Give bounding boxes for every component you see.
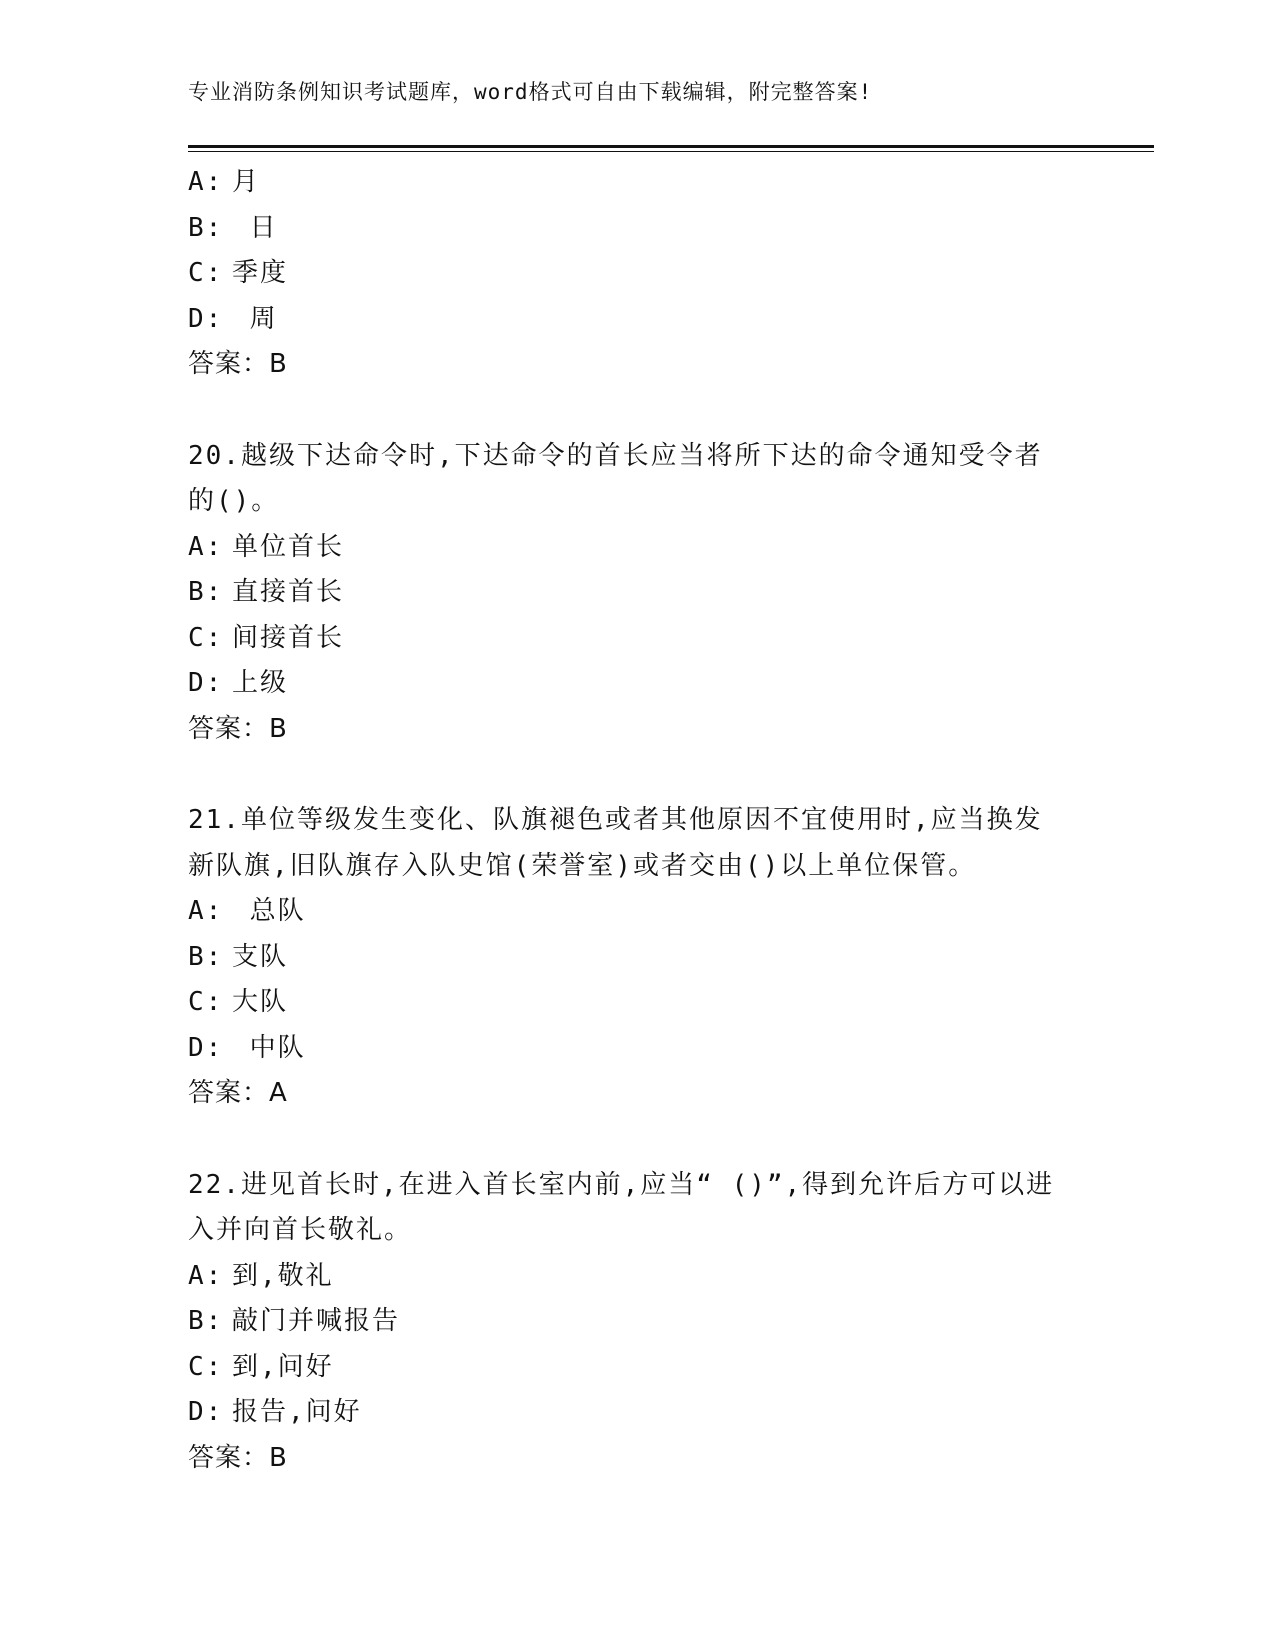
option-b (188, 935, 1088, 981)
option-b (188, 206, 1088, 252)
spacer (188, 752, 1088, 798)
option-letter: A: (188, 896, 224, 926)
option-letter: D: (188, 1032, 224, 1063)
question-text-line-1: 20.越级下达命令时,下达命令的首长应当将所下达的命令通知受令者 (188, 440, 1043, 471)
option-text: 周 (232, 303, 278, 334)
option-letter: C: (188, 258, 224, 288)
option-letter: C: (188, 622, 224, 653)
option-a (188, 160, 1088, 206)
option-letter: A: (188, 1260, 224, 1291)
option-a (188, 889, 1088, 935)
question-22 (188, 1163, 1088, 1482)
option-c (188, 980, 1088, 1026)
option-text: 上级 (232, 668, 289, 698)
spacer (188, 388, 1088, 434)
option-letter: D: (188, 1397, 224, 1427)
option-c (188, 251, 1088, 297)
question-text-line-2: 新队旗,旧队旗存入队史馆(荣誉室)或者交由()以上单位保管。 (188, 850, 977, 881)
question-19 (188, 160, 1088, 388)
page-header: 专业消防条例知识考试题库，word格式可自由下载编辑，附完整答案! (188, 80, 873, 104)
header-rule-thin (188, 151, 1154, 152)
header-rule-thick (188, 145, 1154, 148)
option-text: 直接首长 (232, 577, 345, 607)
option-text: 单位首长 (232, 531, 345, 562)
option-c (188, 616, 1088, 662)
option-a (188, 525, 1088, 571)
option-letter: B: (188, 1306, 224, 1336)
answer-line: 答案：A (188, 1078, 288, 1108)
option-letter: A: (188, 167, 224, 197)
question-text-line-2: 的()。 (188, 486, 280, 516)
option-c (188, 1345, 1088, 1391)
option-letter: D: (188, 303, 224, 334)
option-letter: B: (188, 941, 224, 972)
option-letter: D: (188, 668, 224, 698)
question-text-line-1: 22.进见首长时,在进入首长室内前,应当“ ()”,得到允许后方可以进 (188, 1169, 1055, 1200)
option-text: 大队 (232, 987, 289, 1017)
option-text: 间接首长 (232, 622, 345, 653)
option-text: 月 (232, 167, 261, 197)
option-text: 支队 (232, 941, 289, 972)
question-21 (188, 798, 1088, 1117)
option-d (188, 1026, 1088, 1072)
option-text: 季度 (232, 258, 289, 288)
option-b (188, 570, 1088, 616)
option-text: 敲门并喊报告 (232, 1306, 401, 1336)
answer-line: 答案：B (188, 1442, 288, 1473)
option-a (188, 1254, 1088, 1300)
option-d (188, 297, 1088, 343)
option-text: 日 (232, 212, 278, 243)
answer-line: 答案：B (188, 713, 288, 744)
option-text: 到,问好 (232, 1351, 334, 1382)
option-d (188, 661, 1088, 707)
question-text-line-2: 入并向首长敬礼。 (188, 1215, 413, 1245)
option-text: 总队 (232, 896, 306, 926)
question-content (188, 160, 1088, 1481)
option-letter: A: (188, 531, 224, 562)
question-text-line-1: 21.单位等级发生变化、队旗褪色或者其他原因不宜使用时,应当换发 (188, 805, 1043, 835)
answer-line: 答案：B (188, 349, 288, 379)
question-20 (188, 434, 1088, 753)
option-text: 到,敬礼 (232, 1260, 334, 1291)
option-b (188, 1299, 1088, 1345)
option-letter: B: (188, 577, 224, 607)
option-text: 中队 (232, 1032, 306, 1063)
option-d (188, 1390, 1088, 1436)
option-letter: B: (188, 212, 224, 243)
option-letter: C: (188, 1351, 224, 1382)
option-text: 报告,问好 (232, 1397, 362, 1427)
spacer (188, 1117, 1088, 1163)
option-letter: C: (188, 987, 224, 1017)
